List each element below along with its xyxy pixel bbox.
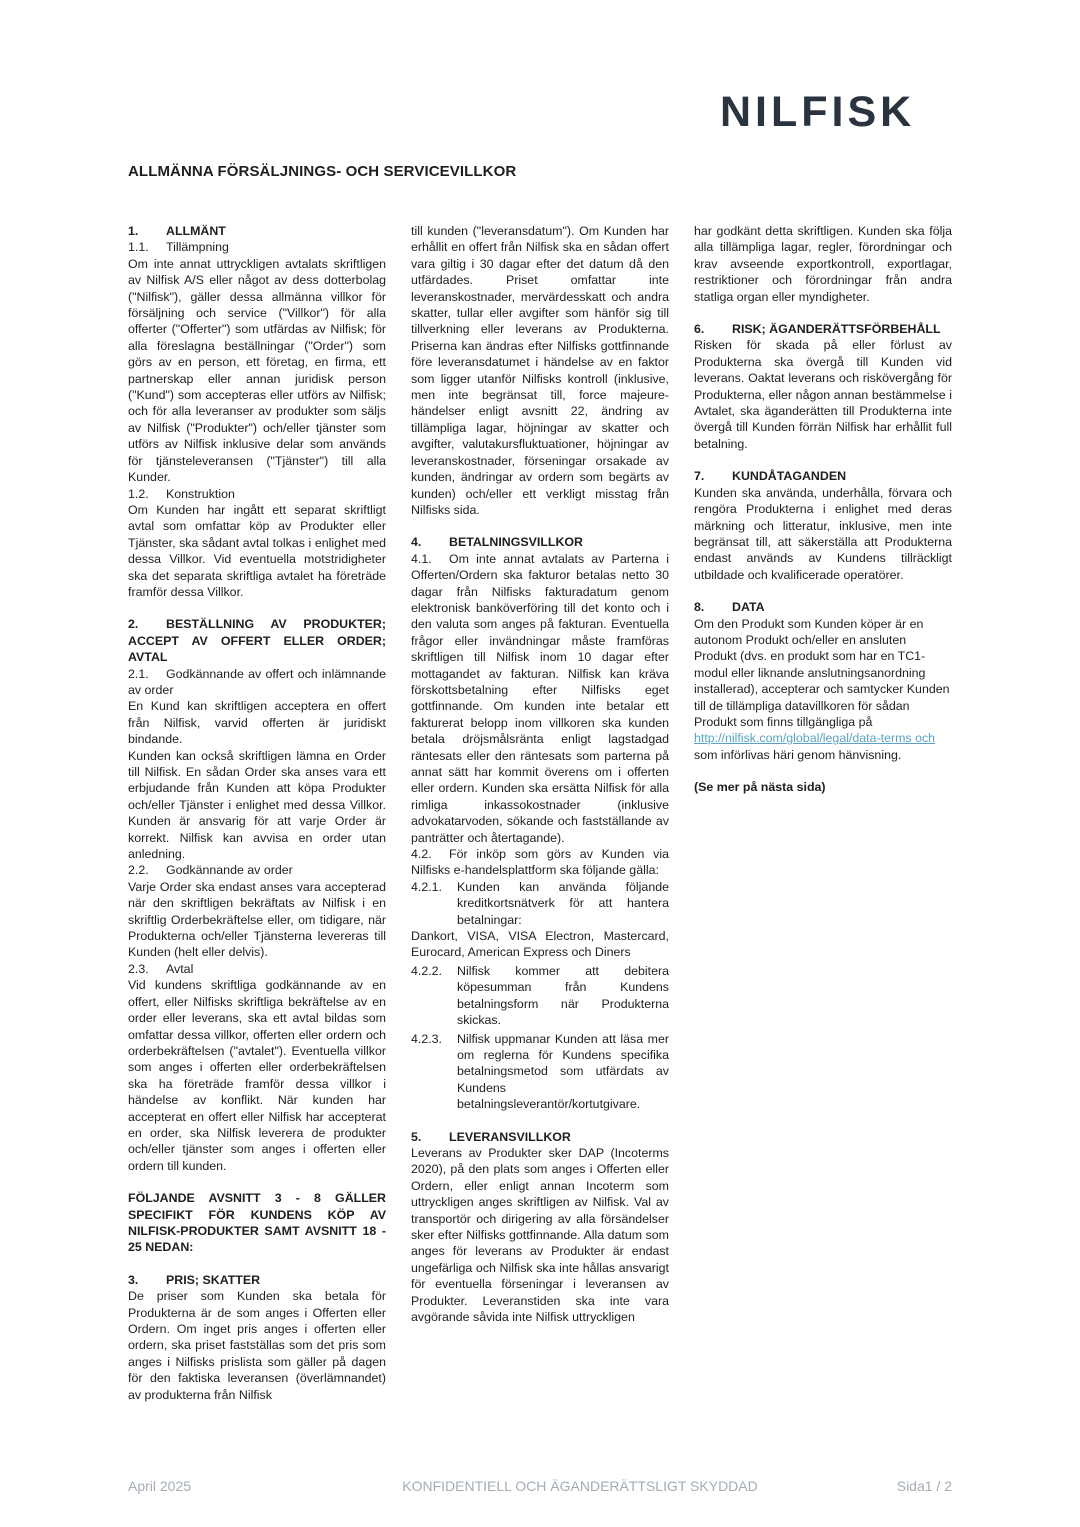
column-1 bbox=[128, 223, 386, 1403]
section-7-text: Kunden ska använda, underhålla, förvara och rengöra Produkterna i enlighet med deras märkning och litteratur, inklusive, men inte begränsat till, att säkerställa att Produkterna endast används av Kundens tillräckligt utbildade och kvalificerade operatörer. bbox=[694, 485, 952, 582]
section-1-1-text: Om inte annat uttryckligen avtalats skriftligen av Nilfisk A/S eller något av dess dotterbolag ("Nilfisk"), gäller dessa allmänna villkor för försäljning och service ("Villkor") för alla offerter ("Offerter") som utfärdas av Nilfisk; för alla föreslagna beställningar ("Order") som görs av en person, ett företag, en firma, ett partnerskap eller annan juridisk person ("Kund") som accepteras eller utförs av Nilfisk; och för alla leveranser av produkter som säljs av Nilfisk ("Produkter") och/eller tjänster som utförs av Nilfisk inklusive delar som används för tjänsteleveransen ("Tjänster") till alla Kunder. bbox=[128, 256, 386, 485]
column-2 bbox=[411, 223, 669, 1325]
section-4-2-1-cards: Dankort, VISA, VISA Electron, Mastercard, Eurocard, American Express och Diners bbox=[411, 929, 669, 960]
footer-page-number: Sida1 / 2 bbox=[896, 1478, 952, 1494]
data-terms-link[interactable]: http://nilfisk.com/global/legal/data-terms och bbox=[694, 731, 936, 746]
section-1-2-heading: 1.2. Konstruktion bbox=[128, 486, 235, 501]
footer-date: April 2025 bbox=[128, 1478, 192, 1494]
section-5-heading: 5. LEVERANSVILLKOR bbox=[411, 1129, 571, 1144]
svg-text:NILFISK: NILFISK bbox=[720, 88, 916, 132]
section-5-text-continued: har godkänt detta skriftligen. Kunden ska följa alla tillämpliga lagar, regler, förordningar och krav avseende exportkontroll, exportlagar, restriktioner och förordningar från andra statliga organ eller myndigheter. bbox=[694, 224, 952, 304]
footer-confidential: KONFIDENTIELL OCH ÄGANDERÄTTSLIGT SKYDDAD bbox=[402, 1478, 758, 1494]
column-3 bbox=[694, 223, 952, 796]
section-1-heading: 1. ALLMÄNT bbox=[128, 224, 226, 238]
section-3-heading: 3. PRIS; SKATTER bbox=[128, 1272, 261, 1287]
section-1-1-heading: 1.1. Tillämpning bbox=[128, 240, 229, 255]
section-2-2-text: Varje Order ska endast anses vara accepterad när den skriftligen bekräftats av Nilfisk i en skriftlig Orderbekräftelse eller, om tidigare, när Produkterna och/eller Tjänsterna levereras till Kunden (helt eller delvis). bbox=[128, 879, 386, 960]
section-3-text-continued: till kunden ("leveransdatum"). Om Kunden har erhållit en offert från Nilfisk ska en sådan offert vara giltig i 30 dagar efter det datum då den utfärdades. Priset omfattar inte leveranskostnader, mervärdesskatt och andra skatter, tullar eller avgifter som hänför sig till tillverkning eller leverans av Produkterna. Priserna kan ändras efter Nilfisks gottfinnande före leveransdatumet i händelse av en faktor som ligger utanför Nilfisks kontroll (inklusive, men inte begränsat till, force majeure-händelser enligt avsnitt 22, ändring av tillämpliga lagar, höjningar av skatter och avgifter, valutakursfluktuationer, höjningar av leveranskostnader, förseningar orsakade av kunden, ändringar av ordern som begärts av kunden) och/eller ett verkligt misstag från Nilfisks sida. bbox=[411, 224, 669, 517]
section-5-text: Leverans av Produkter sker DAP (Incoterms 2020), på den plats som anges i Offerten eller Ordern, eller enligt annan Incoterm som uttryckligen anges skriftligen av Nilfisk. Val av transportör och dirigering av alla försändelser sker efter Nilfisks gottfinnande. Alla datum som anges för leverans av Produkter är endast ungefärliga och Nilfisk ska inte hållas ansvarigt för eventuella förseningar i leveransen av Produkter. Leveranstiden ska inte vara avgörande såvida inte Nilfisk uttryckligen bbox=[411, 1145, 669, 1324]
section-4-heading: 4. BETALNINGSVILLKOR bbox=[411, 535, 583, 550]
section-4-2-1: 4.2.1. Kunden kan använda följande kreditkortsnätverk för att hantera betalningar: bbox=[411, 879, 669, 927]
section-2-3-heading: 2.3. Avtal bbox=[128, 961, 194, 976]
section-1-2-text: Om Kunden har ingått ett separat skriftligt avtal som omfattar köp av Produkter eller Tjänster, ska sådant avtal tolkas i enlighet med dessa Villkor. Vid eventuella motstridigheter ska det separata skriftliga avtalet ha företräde framför dessa Villkor. bbox=[128, 502, 386, 599]
section-6-heading: 6. RISK; ÄGANDERÄTTSFÖRBEHÅLL bbox=[694, 322, 941, 337]
section-2-1-text-b: Kunden kan också skriftligen lämna en Order till Nilfisk. En sådan Order ska anses vara ett erbjudande från Kunden att köpa Produkter och/eller Tjänster i enlighet med dessa Villkor. Kunden är ansvarig för att varje Order är korrekt. Nilfisk kan avvisa en order utan anledning. bbox=[128, 748, 386, 862]
section-6-text: Risken för skada på eller förlust av Produkterna ska övergå till Kunden vid leverans. Oaktat leverans och riskövergång för Produkterna, eller någon annan bestämmelse i Avtalet, ska äganderätten till Produkterna inte övergå till Kunden förrän Nilfisk har erhållit full betalning. bbox=[694, 338, 952, 451]
section-8-text: Om den Produkt som Kunden köper är en autonom Produkt och/eller en ansluten Produkt (dvs. en produkt som har en TC1-modul eller liknande anslutningsanordning installerad), accepterar och samtycker Kunden till de tillämpliga datavillkoren för sådan Produkt som finns tillgängliga på http://nilfisk.com/global/legal/data-terms och som införlivas häri genom hänvisning. bbox=[694, 616, 950, 762]
section-4-2-3: 4.2.3. Nilfisk uppmanar Kunden att läsa mer om reglerna för Kundens specifika betalningsmetod som utfärdats av Kundens betalningsleverantör/kortutgivare. bbox=[411, 1031, 669, 1112]
section-2-1-heading: 2.1. Godkännande av offert och inlämnande av order bbox=[128, 666, 386, 697]
section-7-heading: 7. KUNDÅTAGANDEN bbox=[694, 469, 847, 484]
document-title: ALLMÄNNA FÖRSÄLJNINGS- OCH SERVICEVILLKOR bbox=[128, 163, 517, 180]
section-4-1-text: 4.1. Om inte annat avtalats av Parterna i Offerten/Ordern ska fakturor betalas netto 30 dagar från Nilfisks fakturadatum genom elektronisk banköverföring till det konto och i den valuta som anges på fakturan. Eventuella frågor eller invändningar måste framföras skriftligen till Nilfisk inom 10 dagar efter mottagandet av fakturan. Nilfisk kan kräva förskottsbetalning efter Nilfisks eget gottfinnande. Om kunden inte betalar ett fakturerat belopp inom villkoren ska kunden betala dröjsmålsränta enligt lagstadgad räntesats eller den räntesats som parterna på annat sätt har kommit överens om i offerten eller ordern. Kunden ska ersätta Nilfisk för alla rimliga inkassokostnader (inklusive advokatarvoden, sökande och fastställande av panträtter och återtagande). bbox=[411, 551, 669, 845]
section-2-1-text-a: En Kund kan skriftligen acceptera en offert från Nilfisk, varvid offerten är juridiskt bindande. bbox=[128, 699, 386, 747]
section-2-heading: 2. BESTÄLLNING AV PRODUKTER; ACCEPT AV OFFERT ELLER ORDER; AVTAL bbox=[128, 617, 386, 665]
section-8-heading: 8. DATA bbox=[694, 600, 765, 615]
section-3-text: De priser som Kunden ska betala för Produkterna är de som anges i Offerten eller Ordern. Om inget pris anges i offerten eller ordern, ska priset fastställas som det pris som anges i Nilfisks prislista som gäller på dagen för den faktiska leveransen (överlämnandet) av produkterna från Nilfisk bbox=[128, 1289, 386, 1402]
section-4-2-2: 4.2.2. Nilfisk kommer att debitera köpesumman från Kundens betalningsform när Produkterna skickas. bbox=[411, 963, 669, 1028]
next-page-note: (Se mer på nästa sida) bbox=[694, 780, 826, 795]
section-2-3-text: Vid kundens skriftliga godkännande av en offert, eller Nilfisks skriftliga bekräftelse av en order eller leverans, ska ett avtal bildas som omfattar dessa villkor, offerten eller ordern och orderbekräftelsen ("avtalet"). Eventuella villkor som anges i offerten eller orderbekräftelsen ska ha företräde framför dessa villkor i händelse av konflikt. När kunden har accepterat en offert eller Nilfisk har accepterat en order, ska Nilfisk leverera de produkter och/eller tjänster som anges i offerten eller ordern till kunden. bbox=[128, 978, 386, 1173]
section-2-2-heading: 2.2. Godkännande av order bbox=[128, 863, 293, 878]
nilfisk-logo bbox=[720, 88, 955, 132]
notice-heading: FÖLJANDE AVSNITT 3 - 8 GÄLLER SPECIFIKT FÖR KUNDENS KÖP AV NILFISK-PRODUKTER SAMT AVSNITT 18 - 25 NEDAN: bbox=[128, 1191, 386, 1255]
section-4-2-text: 4.2. För inköp som görs av Kunden via Nilfisks e-handelsplattform ska följande gälla: bbox=[411, 847, 669, 878]
